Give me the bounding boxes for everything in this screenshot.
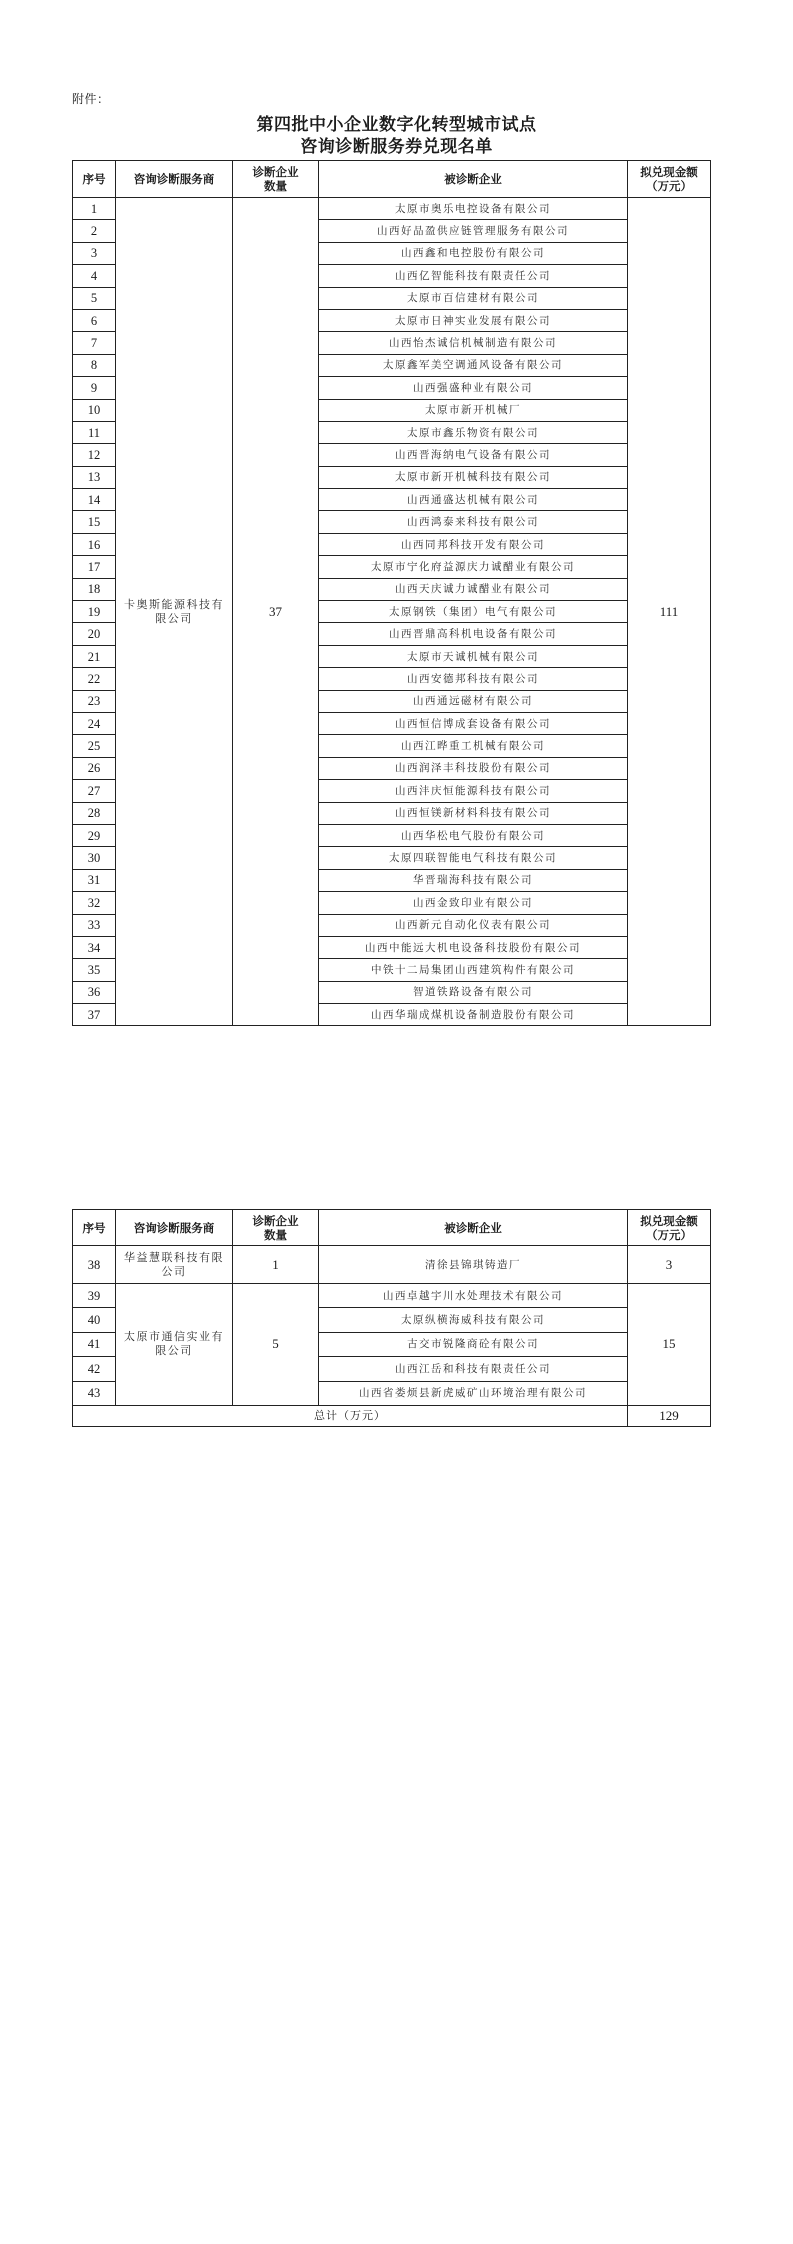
diagnosed-company: 太原市新开机械厂	[319, 399, 628, 421]
diagnosed-company: 山西新元自动化仪表有限公司	[319, 914, 628, 936]
row-seq: 14	[73, 489, 116, 511]
row-seq: 36	[73, 981, 116, 1003]
row-seq: 13	[73, 466, 116, 488]
row-seq: 10	[73, 399, 116, 421]
row-seq: 38	[73, 1246, 116, 1284]
row-seq: 26	[73, 757, 116, 779]
row-seq: 12	[73, 444, 116, 466]
total-row	[73, 1405, 711, 1426]
diagnosed-company: 山西恒镁新材料科技有限公司	[319, 802, 628, 824]
row-seq: 31	[73, 869, 116, 891]
row-seq: 9	[73, 377, 116, 399]
row-seq: 43	[73, 1381, 116, 1405]
diagnosed-company: 太原市百信建材有限公司	[319, 287, 628, 309]
diagnosed-count: 5	[233, 1284, 319, 1406]
diagnosed-company: 山西中能远大机电设备科技股份有限公司	[319, 936, 628, 958]
header-company: 被诊断企业	[319, 1210, 628, 1246]
document-title-line2: 咨询诊断服务券兑现名单	[300, 137, 493, 157]
row-seq: 15	[73, 511, 116, 533]
row-seq: 19	[73, 601, 116, 623]
voucher-amount: 15	[628, 1284, 711, 1406]
row-seq: 37	[73, 1004, 116, 1026]
row-seq: 18	[73, 578, 116, 600]
row-seq: 3	[73, 242, 116, 264]
voucher-table-page1	[72, 160, 711, 1026]
diagnosed-company: 太原市奥乐电控设备有限公司	[319, 198, 628, 220]
row-seq: 42	[73, 1357, 116, 1381]
diagnosed-company: 太原市日神实业发展有限公司	[319, 309, 628, 331]
diagnosed-company: 山西强盛种业有限公司	[319, 377, 628, 399]
diagnosed-company: 中铁十二局集团山西建筑构件有限公司	[319, 959, 628, 981]
header-count: 诊断企业数量	[233, 1210, 319, 1246]
diagnosed-company: 山西金致印业有限公司	[319, 892, 628, 914]
row-seq: 25	[73, 735, 116, 757]
diagnosed-company: 山西鑫和电控股份有限公司	[319, 242, 628, 264]
row-seq: 4	[73, 265, 116, 287]
diagnosed-company: 山西江晔重工机械有限公司	[319, 735, 628, 757]
provider-name: 卡奥斯能源科技有限公司	[116, 198, 233, 1026]
row-seq: 35	[73, 959, 116, 981]
row-seq: 30	[73, 847, 116, 869]
row-seq: 16	[73, 533, 116, 555]
row-seq: 33	[73, 914, 116, 936]
row-seq: 24	[73, 712, 116, 734]
row-seq: 6	[73, 309, 116, 331]
voucher-amount: 111	[628, 198, 711, 1026]
diagnosed-count: 37	[233, 198, 319, 1026]
row-seq: 32	[73, 892, 116, 914]
voucher-amount: 3	[628, 1246, 711, 1284]
row-seq: 39	[73, 1284, 116, 1308]
row-seq: 21	[73, 645, 116, 667]
diagnosed-company: 山西华瑞成煤机设备制造股份有限公司	[319, 1004, 628, 1026]
header-amount: 拟兑现金额（万元）	[628, 1210, 711, 1246]
diagnosed-company: 山西天庆诚力诚醋业有限公司	[319, 578, 628, 600]
diagnosed-company: 太原四联智能电气科技有限公司	[319, 847, 628, 869]
row-seq: 29	[73, 824, 116, 846]
table-row	[73, 1246, 711, 1284]
total-label: 总计（万元）	[73, 1405, 628, 1426]
table-header-row	[73, 1210, 711, 1246]
row-seq: 22	[73, 668, 116, 690]
diagnosed-company: 山西恒信博成套设备有限公司	[319, 712, 628, 734]
diagnosed-company: 山西华松电气股份有限公司	[319, 824, 628, 846]
row-seq: 41	[73, 1332, 116, 1356]
header-seq: 序号	[73, 1210, 116, 1246]
header-provider: 咨询诊断服务商	[116, 161, 233, 198]
diagnosed-company: 山西同邦科技开发有限公司	[319, 533, 628, 555]
document-title-line1: 第四批中小企业数字化转型城市试点	[256, 115, 537, 135]
voucher-table-page2	[72, 1209, 711, 1427]
diagnosed-company: 山西通远磁材有限公司	[319, 690, 628, 712]
row-seq: 23	[73, 690, 116, 712]
row-seq: 7	[73, 332, 116, 354]
provider-name: 太原市通信实业有限公司	[116, 1284, 233, 1406]
diagnosed-company: 山西安德邦科技有限公司	[319, 668, 628, 690]
diagnosed-company: 太原市鑫乐物资有限公司	[319, 421, 628, 443]
total-amount: 129	[628, 1405, 711, 1426]
diagnosed-company: 太原市天诚机械有限公司	[319, 645, 628, 667]
table-row	[73, 1284, 711, 1308]
diagnosed-company: 山西卓越宇川水处理技术有限公司	[319, 1284, 628, 1308]
diagnosed-company: 山西江岳和科技有限责任公司	[319, 1357, 628, 1381]
diagnosed-company: 山西润泽丰科技股份有限公司	[319, 757, 628, 779]
diagnosed-company: 太原市新开机械科技有限公司	[319, 466, 628, 488]
diagnosed-company: 山西好品盈供应链管理服务有限公司	[319, 220, 628, 242]
diagnosed-company: 山西鸿泰来科技有限公司	[319, 511, 628, 533]
header-company: 被诊断企业	[319, 161, 628, 198]
header-seq: 序号	[73, 161, 116, 198]
diagnosed-company: 清徐县锦琪铸造厂	[319, 1246, 628, 1284]
row-seq: 1	[73, 198, 116, 220]
row-seq: 17	[73, 556, 116, 578]
header-provider: 咨询诊断服务商	[116, 1210, 233, 1246]
diagnosed-company: 山西沣庆恒能源科技有限公司	[319, 780, 628, 802]
diagnosed-company: 太原市宁化府益源庆力诚醋业有限公司	[319, 556, 628, 578]
row-seq: 8	[73, 354, 116, 376]
diagnosed-company: 山西通盛达机械有限公司	[319, 489, 628, 511]
diagnosed-company: 山西省娄烦县新虎威矿山环境治理有限公司	[319, 1381, 628, 1405]
diagnosed-company: 山西亿智能科技有限责任公司	[319, 265, 628, 287]
row-seq: 40	[73, 1308, 116, 1332]
diagnosed-company: 华晋瑞海科技有限公司	[319, 869, 628, 891]
diagnosed-company: 太原钢铁（集团）电气有限公司	[319, 601, 628, 623]
attachment-label: 附件：	[72, 92, 110, 106]
diagnosed-company: 古交市锐隆商砼有限公司	[319, 1332, 628, 1356]
provider-name: 华益慧联科技有限公司	[116, 1246, 233, 1284]
diagnosed-company: 山西怡杰诚信机械制造有限公司	[319, 332, 628, 354]
diagnosed-company: 太原鑫军美空调通风设备有限公司	[319, 354, 628, 376]
header-amount: 拟兑现金额（万元）	[628, 161, 711, 198]
diagnosed-count: 1	[233, 1246, 319, 1284]
row-seq: 28	[73, 802, 116, 824]
diagnosed-company: 太原纵横海威科技有限公司	[319, 1308, 628, 1332]
row-seq: 34	[73, 936, 116, 958]
diagnosed-company: 智道铁路设备有限公司	[319, 981, 628, 1003]
row-seq: 5	[73, 287, 116, 309]
header-count: 诊断企业数量	[233, 161, 319, 198]
table-row	[73, 198, 711, 220]
row-seq: 2	[73, 220, 116, 242]
row-seq: 11	[73, 421, 116, 443]
diagnosed-company: 山西晋海纳电气设备有限公司	[319, 444, 628, 466]
row-seq: 20	[73, 623, 116, 645]
diagnosed-company: 山西晋鼎高科机电设备有限公司	[319, 623, 628, 645]
row-seq: 27	[73, 780, 116, 802]
table-header-row	[73, 161, 711, 198]
